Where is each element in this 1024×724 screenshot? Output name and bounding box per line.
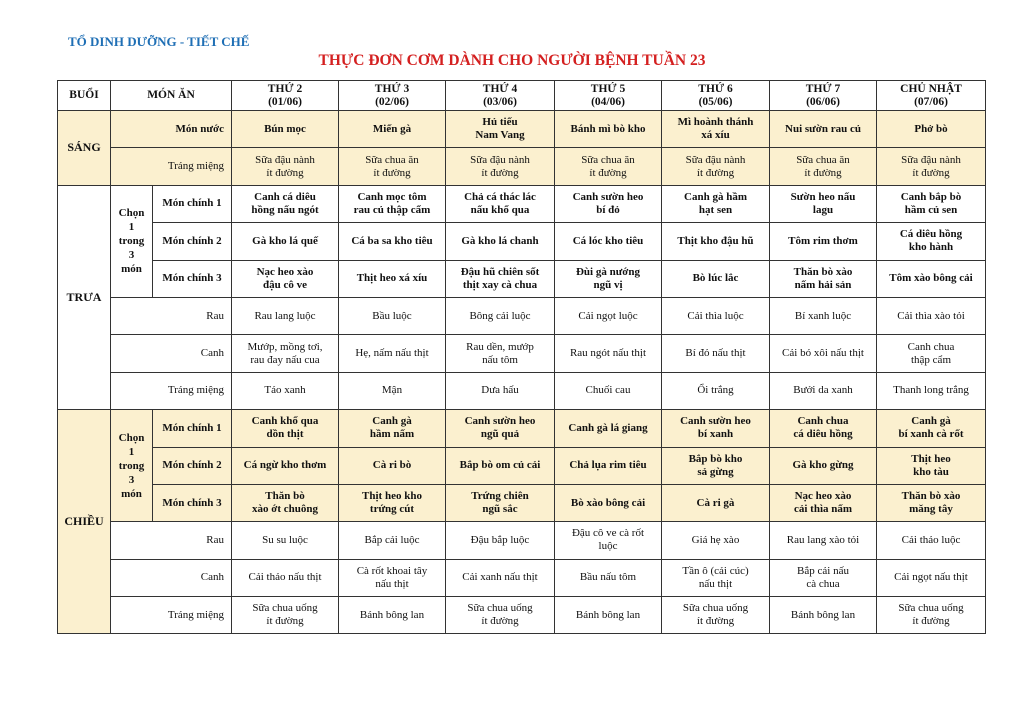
day-date: (01/06): [268, 95, 302, 108]
menu-cell: Bánh bông lan: [555, 597, 662, 634]
menu-title: THỰC ĐƠN CƠM DÀNH CHO NGƯỜI BỆNH TUẦN 23: [318, 52, 706, 69]
main-dish-label: Món chính 3: [153, 484, 232, 521]
trua-main-row: [58, 185, 986, 222]
chieu-main-row: [58, 447, 986, 484]
menu-cell: Bắp cải luộc: [339, 522, 446, 559]
menu-cell: Phở bò: [877, 111, 986, 148]
header-day-1: [232, 81, 339, 111]
menu-cell: Canh cá diêu hồng nấu ngót: [232, 185, 339, 222]
day-date: (03/06): [483, 95, 517, 108]
menu-cell: Cải ngọt luộc: [555, 297, 662, 334]
menu-cell: Sữa chua uống ít đường: [662, 597, 770, 634]
menu-cell: Cải thảo luộc: [877, 522, 986, 559]
day-name: THỨ 3: [374, 82, 410, 95]
menu-cell: Trứng chiên ngũ sắc: [446, 484, 555, 521]
menu-cell: Canh mọc tôm rau củ thập cẩm: [339, 185, 446, 222]
menu-cell: Thịt kho đậu hũ: [662, 223, 770, 260]
menu-cell: Cá ba sa kho tiêu: [339, 223, 446, 260]
menu-cell: Tôm rim thơm: [770, 223, 877, 260]
menu-cell: Sữa đậu nành ít đường: [877, 148, 986, 185]
menu-cell: Bắp cải nấu cà chua: [770, 559, 877, 596]
menu-cell: Gà kho lá quế: [232, 223, 339, 260]
day-date: (07/06): [914, 95, 948, 108]
menu-cell: Táo xanh: [232, 372, 339, 409]
menu-cell: Bò lúc lắc: [662, 260, 770, 297]
menu-cell: Rau lang luộc: [232, 297, 339, 334]
menu-cell: Canh bắp bò hầm củ sen: [877, 185, 986, 222]
trua-main-row: [58, 223, 986, 260]
menu-cell: Thịt heo kho tàu: [877, 447, 986, 484]
menu-cell: Cà rốt khoai tây nấu thịt: [339, 559, 446, 596]
menu-cell: Mì hoành thánh xá xíu: [662, 111, 770, 148]
day-name: THỨ 5: [590, 82, 626, 95]
menu-cell: Cải thìa luộc: [662, 297, 770, 334]
menu-cell: Thăn bò xào ớt chuông: [232, 484, 339, 521]
menu-cell: Canh chua thập cẩm: [877, 335, 986, 372]
chieu-main-row: [58, 410, 986, 447]
weekly-menu-table: [57, 80, 986, 634]
menu-cell: Cải thìa xào tỏi: [877, 297, 986, 334]
menu-cell: Bánh bông lan: [339, 597, 446, 634]
day-date: (02/06): [375, 95, 409, 108]
menu-cell: Rau dền, mướp nấu tôm: [446, 335, 555, 372]
menu-cell: Cà ri gà: [662, 484, 770, 521]
side-dish-label: Rau: [111, 522, 232, 559]
choose-one-of-three: Chọn 1 trong 3 món: [111, 410, 153, 522]
chieu-side-row: [58, 597, 986, 634]
menu-cell: Rau ngót nấu thịt: [555, 335, 662, 372]
header-day-7: [877, 81, 986, 111]
menu-cell: Nạc heo xào cải thìa nấm: [770, 484, 877, 521]
menu-cell: Sữa chua uống ít đường: [232, 597, 339, 634]
department-name: TỔ DINH DƯỠNG - TIẾT CHẾ: [68, 34, 250, 49]
sang-category-label: Tráng miệng: [111, 148, 232, 185]
sang-category-label: Món nước: [111, 111, 232, 148]
menu-cell: Sườn heo nấu lagu: [770, 185, 877, 222]
menu-cell: Su su luộc: [232, 522, 339, 559]
menu-cell: Thịt heo kho trứng cút: [339, 484, 446, 521]
menu-cell: Hẹ, nấm nấu thịt: [339, 335, 446, 372]
menu-cell: Mận: [339, 372, 446, 409]
menu-cell: Cá ngừ kho thơm: [232, 447, 339, 484]
menu-cell: Bò xào bông cải: [555, 484, 662, 521]
main-dish-label: Món chính 1: [153, 185, 232, 222]
menu-cell: Canh sườn heo bí đỏ: [555, 185, 662, 222]
menu-cell: Chả lụa rim tiêu: [555, 447, 662, 484]
header-day-2: [339, 81, 446, 111]
menu-cell: Sữa chua ăn ít đường: [555, 148, 662, 185]
menu-cell: Cải ngọt nấu thịt: [877, 559, 986, 596]
menu-cell: Thăn bò xào nấm hải sản: [770, 260, 877, 297]
menu-cell: Canh gà lá giang: [555, 410, 662, 447]
menu-cell: Sữa đậu nành ít đường: [232, 148, 339, 185]
section-chieu: CHIỀU: [58, 410, 111, 634]
header-day-6: [770, 81, 877, 111]
menu-cell: Bún mọc: [232, 111, 339, 148]
section-trua: TRƯA: [58, 185, 111, 409]
menu-cell: Sữa đậu nành ít đường: [662, 148, 770, 185]
menu-cell: Giá hẹ xào: [662, 522, 770, 559]
menu-cell: Hủ tiếu Nam Vang: [446, 111, 555, 148]
trua-main-row: [58, 260, 986, 297]
menu-cell: Sữa chua uống ít đường: [877, 597, 986, 634]
menu-cell: Bầu nấu tôm: [555, 559, 662, 596]
menu-cell: Bí đỏ nấu thịt: [662, 335, 770, 372]
menu-cell: Nạc heo xào đậu cô ve: [232, 260, 339, 297]
day-name: THỨ 6: [698, 82, 733, 95]
header-mon-an: MÓN ĂN: [111, 81, 232, 111]
menu-cell: Bánh bông lan: [770, 597, 877, 634]
trua-side-row: [58, 372, 986, 409]
menu-cell: Chả cá thác lác nấu khổ qua: [446, 185, 555, 222]
menu-cell: Canh sườn heo bí xanh: [662, 410, 770, 447]
menu-cell: Nui sườn rau củ: [770, 111, 877, 148]
menu-cell: Canh gà hầm nấm: [339, 410, 446, 447]
menu-cell: Thịt heo xá xíu: [339, 260, 446, 297]
menu-cell: Dưa hấu: [446, 372, 555, 409]
menu-cell: Mướp, mồng tơi, rau đay nấu cua: [232, 335, 339, 372]
menu-cell: Cải bó xôi nấu thịt: [770, 335, 877, 372]
menu-cell: Bánh mì bò kho: [555, 111, 662, 148]
menu-cell: Sữa đậu nành ít đường: [446, 148, 555, 185]
menu-cell: Thanh long trắng: [877, 372, 986, 409]
menu-cell: Cải xanh nấu thịt: [446, 559, 555, 596]
chieu-side-row: [58, 559, 986, 596]
menu-cell: Ổi trắng: [662, 372, 770, 409]
day-name: THỨ 2: [267, 82, 303, 95]
menu-cell: Bầu luộc: [339, 297, 446, 334]
menu-cell: Cá lóc kho tiêu: [555, 223, 662, 260]
menu-cell: Bí xanh luộc: [770, 297, 877, 334]
day-name: CHỦ NHẬT: [900, 82, 962, 95]
side-dish-label: Canh: [111, 335, 232, 372]
header-day-4: [555, 81, 662, 111]
section-sang: SÁNG: [58, 111, 111, 186]
main-dish-label: Món chính 2: [153, 223, 232, 260]
day-date: (05/06): [698, 95, 733, 108]
day-date: (04/06): [591, 95, 625, 108]
menu-cell: Bưởi da xanh: [770, 372, 877, 409]
menu-cell: Đậu cô ve cà rốt luộc: [555, 522, 662, 559]
menu-cell: Sữa chua uống ít đường: [446, 597, 555, 634]
menu-table-body: [58, 81, 986, 634]
menu-cell: Thăn bò xào măng tây: [877, 484, 986, 521]
main-dish-label: Món chính 1: [153, 410, 232, 447]
header-buoi: BUỔI: [58, 81, 111, 111]
menu-cell: Chuối cau: [555, 372, 662, 409]
menu-cell: Đậu hũ chiên sốt thịt xay cà chua: [446, 260, 555, 297]
chieu-side-row: [58, 522, 986, 559]
day-name: THỨ 7: [805, 82, 841, 95]
menu-cell: Đậu bắp luộc: [446, 522, 555, 559]
menu-cell: Bắp bò kho sả gừng: [662, 447, 770, 484]
day-date: (06/06): [806, 95, 840, 108]
main-dish-label: Món chính 2: [153, 447, 232, 484]
menu-cell: Miến gà: [339, 111, 446, 148]
menu-cell: Sữa chua ăn ít đường: [770, 148, 877, 185]
day-name: THỨ 4: [482, 82, 518, 95]
header-row: [58, 81, 986, 111]
menu-cell: Rau lang xào tỏi: [770, 522, 877, 559]
menu-cell: Bắp bò om củ cải: [446, 447, 555, 484]
side-dish-label: Tráng miệng: [111, 372, 232, 409]
side-dish-label: Rau: [111, 297, 232, 334]
menu-cell: Bông cải luộc: [446, 297, 555, 334]
header-day-3: [446, 81, 555, 111]
menu-cell: Canh gà bí xanh cà rốt: [877, 410, 986, 447]
menu-cell: Cải thảo nấu thịt: [232, 559, 339, 596]
menu-cell: Cà ri bò: [339, 447, 446, 484]
side-dish-label: Tráng miệng: [111, 597, 232, 634]
menu-cell: Canh khổ qua dồn thịt: [232, 410, 339, 447]
choose-one-of-three: Chọn 1 trong 3 món: [111, 185, 153, 297]
sang-row: [58, 148, 986, 185]
menu-cell: Tần ô (cải cúc) nấu thịt: [662, 559, 770, 596]
menu-cell: Tôm xào bông cải: [877, 260, 986, 297]
main-dish-label: Món chính 3: [153, 260, 232, 297]
chieu-main-row: [58, 484, 986, 521]
header-day-5: [662, 81, 770, 111]
side-dish-label: Canh: [111, 559, 232, 596]
menu-cell: Canh gà hầm hạt sen: [662, 185, 770, 222]
menu-cell: Canh sườn heo ngũ quả: [446, 410, 555, 447]
menu-cell: Cá diêu hồng kho hành: [877, 223, 986, 260]
sang-row: [58, 111, 986, 148]
menu-cell: Gà kho gừng: [770, 447, 877, 484]
trua-side-row: [58, 335, 986, 372]
trua-side-row: [58, 297, 986, 334]
menu-cell: Sữa chua ăn ít đường: [339, 148, 446, 185]
menu-cell: Gà kho lá chanh: [446, 223, 555, 260]
menu-cell: Canh chua cá diêu hồng: [770, 410, 877, 447]
menu-cell: Đùi gà nướng ngũ vị: [555, 260, 662, 297]
